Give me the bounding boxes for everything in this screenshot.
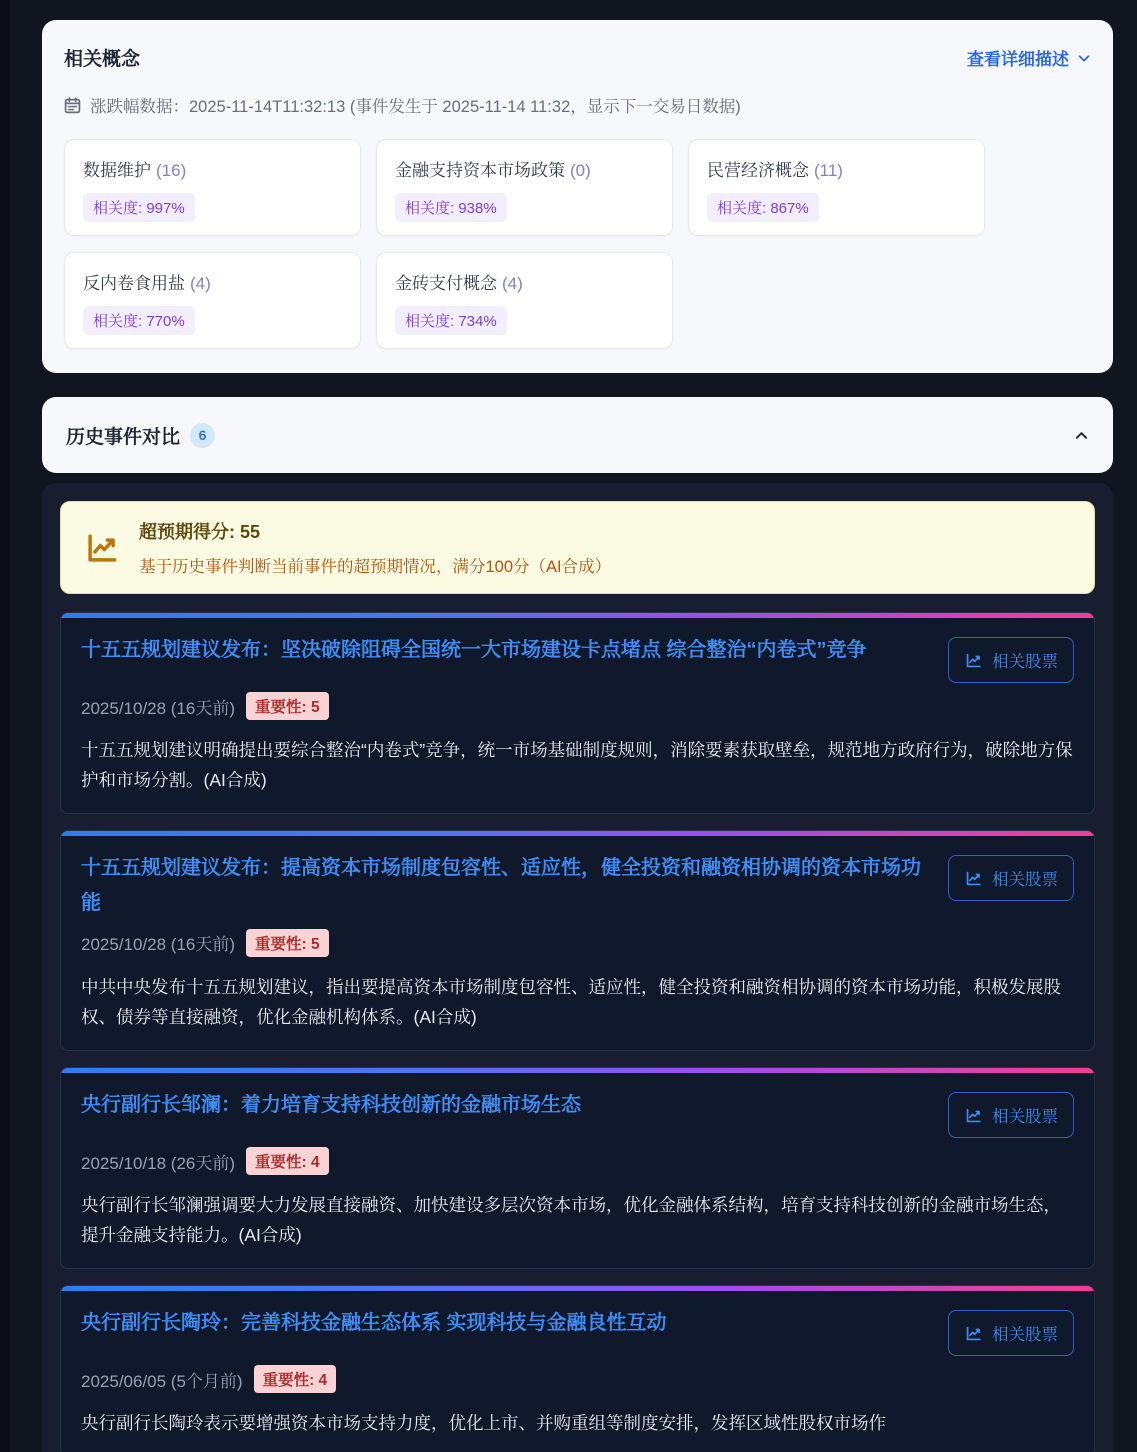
trend-chart-icon (964, 651, 983, 670)
score-text-block (139, 518, 611, 577)
history-events-title: 历史事件对比 (66, 426, 181, 448)
concept-name: 数据维护 (16) (83, 161, 187, 180)
event-meta-row (81, 1147, 1074, 1175)
concept-count: (4) (502, 274, 523, 293)
event-title-link[interactable]: 央行副行长陶玲：完善科技金融生态体系 实现科技与金融良性互动 (81, 1312, 667, 1335)
event-card (60, 612, 1095, 814)
trend-chart-icon (964, 1106, 983, 1125)
concept-grid (64, 139, 1091, 349)
event-title-link[interactable]: 十五五规划建议发布：坚决破除阻碍全国统一大市场建设卡点堵点 综合整治“内卷式”竞争 (81, 639, 867, 661)
history-events-header[interactable] (42, 397, 1113, 473)
main-content (42, 20, 1113, 1452)
concept-name: 反内卷食用盐 (4) (83, 274, 211, 293)
concept-name: 金融支持资本市场政策 (0) (395, 161, 591, 180)
trend-chart-icon (964, 1324, 983, 1343)
relevance-badge: 相关度: 997% (83, 193, 195, 222)
event-date: 2025/10/28 (16天前) (81, 698, 236, 718)
concept-card-shuju-weihu[interactable] (64, 139, 361, 236)
event-date: 2025/10/28 (16天前) (81, 935, 236, 955)
concept-card-jinzhuan-zhifu[interactable] (376, 252, 673, 349)
concept-name: 金砖支付概念 (4) (395, 274, 523, 293)
price-data-note (64, 93, 1091, 117)
event-title-row (81, 633, 1074, 683)
related-stocks-button[interactable] (948, 637, 1074, 683)
importance-badge: 重要性: 4 (254, 1365, 337, 1393)
history-events-panel (42, 483, 1113, 1452)
view-detail-link[interactable] (967, 45, 1091, 70)
concept-count: (4) (190, 274, 211, 293)
trend-chart-icon (83, 529, 121, 567)
relevance-badge: 相关度: 734% (395, 306, 507, 335)
view-detail-label: 查看详细描述 (967, 50, 1069, 69)
related-stocks-button[interactable] (948, 855, 1074, 901)
price-data-note-text: 涨跌幅数据：2025-11-14T11:32:13 (事件发生于 2025-11-14 11:32，显示下一交易日数据) (90, 98, 741, 116)
event-meta-row (81, 929, 1074, 957)
relevance-badge: 相关度: 770% (83, 306, 195, 335)
event-meta-row (81, 1365, 1074, 1393)
concept-count: (0) (570, 161, 591, 180)
related-concepts-header (64, 44, 1091, 71)
chevron-down-icon (1077, 51, 1091, 65)
event-date: 2025/10/18 (26天前) (81, 1153, 236, 1173)
calendar-icon (64, 97, 81, 114)
event-description: 十五五规划建议明确提出要综合整治“内卷式”竞争，统一市场基础制度规则，消除要素获取壁垒，规范地方政府行为，破除地方保护和市场分割。(AI合成) (81, 740, 1073, 791)
event-body (61, 836, 1094, 1050)
event-title-link[interactable]: 十五五规划建议发布：提高资本市场制度包容性、适应性，健全投资和融资相协调的资本市场功能 (81, 857, 921, 914)
concept-count: (16) (156, 161, 187, 180)
event-body (61, 1291, 1094, 1452)
score-subtitle: 基于历史事件判断当前事件的超预期情况，满分100分（AI合成） (139, 558, 612, 576)
event-card (60, 1285, 1095, 1452)
event-card (60, 1067, 1095, 1269)
score-title: 超预期得分: 55 (139, 522, 261, 542)
event-title-link[interactable]: 央行副行长邹澜：着力培育支持科技创新的金融市场生态 (81, 1094, 581, 1117)
related-stocks-label: 相关股票 (992, 1326, 1058, 1345)
importance-badge: 重要性: 5 (246, 692, 329, 720)
concept-name: 民营经济概念 (11) (707, 161, 843, 180)
history-header-left (66, 422, 215, 449)
history-events-count-badge: 6 (190, 423, 215, 448)
related-stocks-label: 相关股票 (992, 1108, 1058, 1127)
concept-card-minying-jingji[interactable] (688, 139, 985, 236)
event-body (61, 618, 1094, 813)
event-title-row (81, 851, 1074, 920)
trend-chart-icon (964, 869, 983, 888)
chevron-up-icon[interactable] (1074, 428, 1089, 443)
event-description: 中共中央发布十五五规划建议，指出要提高资本市场制度包容性、适应性，健全投资和融资相协调的资本市场功能，积极发展股权、债券等直接融资，优化金融机构体系。(AI合成) (81, 976, 1061, 1028)
related-concepts-title: 相关概念 (64, 49, 141, 70)
event-card (60, 830, 1095, 1051)
related-stocks-label: 相关股票 (992, 871, 1058, 890)
concept-count: (11) (814, 161, 843, 180)
related-concepts-card (42, 20, 1113, 373)
related-stocks-button[interactable] (948, 1310, 1074, 1356)
related-stocks-button[interactable] (948, 1092, 1074, 1138)
page-edge-strip (0, 0, 10, 1452)
related-stocks-label: 相关股票 (992, 653, 1058, 671)
importance-badge: 重要性: 4 (246, 1147, 329, 1175)
event-title-row (81, 1088, 1074, 1138)
event-body (61, 1073, 1094, 1268)
event-meta-row (81, 692, 1074, 720)
importance-badge: 重要性: 5 (246, 929, 329, 957)
relevance-badge: 相关度: 938% (395, 193, 507, 222)
event-title-row (81, 1306, 1074, 1356)
concept-card-fanneijuan-shiyongyan[interactable] (64, 252, 361, 349)
event-description: 央行副行长陶玲表示要增强资本市场支持力度，优化上市、并购重组等制度安排，发挥区域性股权市场作 (81, 1413, 886, 1434)
concept-card-jinrong-zhichi[interactable] (376, 139, 673, 236)
event-description: 央行副行长邹澜强调要大力发展直接融资、加快建设多层次资本市场，优化金融体系结构，培育支持科技创新的金融市场生态，提升金融支持能力。(AI合成) (81, 1195, 1061, 1246)
relevance-badge: 相关度: 867% (707, 193, 819, 222)
event-date: 2025/06/05 (5个月前) (81, 1371, 243, 1391)
expectation-score-box (60, 501, 1095, 594)
